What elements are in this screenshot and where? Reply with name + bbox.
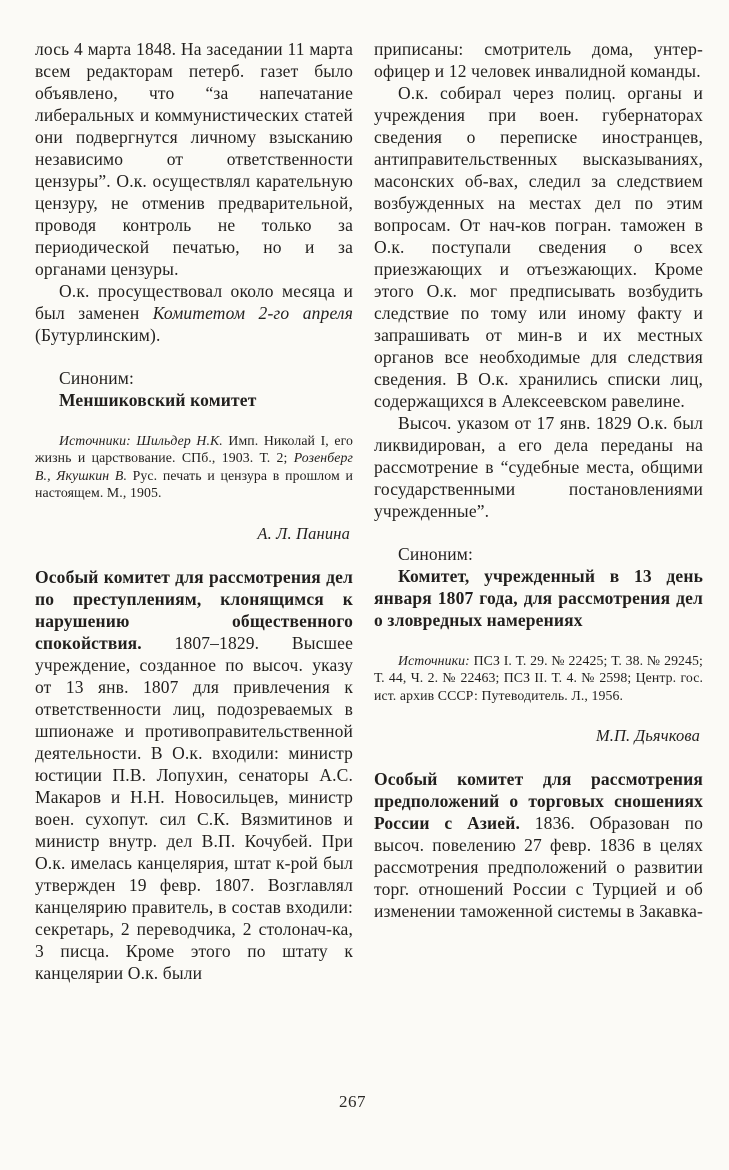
- entry-body: [374, 412, 703, 522]
- text-run: Особый комитет для рассмотрения дел по преступлениям, клонящимся к нарушению общественного спокойствия.: [35, 566, 353, 653]
- entry-body: [374, 82, 703, 412]
- synonym-title: [35, 389, 353, 411]
- entry-body-continuation: [35, 38, 353, 280]
- text-run: О.к. просуществовал около месяца и был заменен: [35, 281, 353, 323]
- sources-paragraph: [35, 432, 353, 502]
- text-run: Источники: Шильдер Н.К.: [59, 433, 223, 448]
- text-run: Синоним:: [59, 368, 135, 388]
- text-run: Синоним:: [398, 544, 474, 564]
- text-run: (Бутурлинским).: [35, 325, 161, 345]
- text-run: Комитетом 2-го апреля: [152, 303, 353, 323]
- entry-body: [35, 280, 353, 346]
- author-signature: [35, 523, 353, 545]
- text-run: 1836. Образован по высоч. повелению 27 февр. 1836 в целях рассмотрения предположений о развитии торг. отношений России с Турцией и об изменении таможенной системы в Закавка-: [374, 813, 703, 922]
- synonym-title: [374, 565, 703, 631]
- text-run: Розенберг В., Якушкин В.: [35, 450, 353, 483]
- text-run: Имп. Николай I, его жизнь и царствование. СПб., 1903. Т. 2;: [35, 433, 353, 466]
- author-signature: [374, 725, 703, 747]
- text-run: Комитет, учрежденный в 13 день января 1807 года, для рассмотрения дел о зловредных намерениях: [374, 566, 703, 630]
- entry-start: [35, 566, 353, 984]
- right-column: [374, 38, 703, 1073]
- text-run: Меншиковский комитет: [59, 390, 257, 410]
- text-run: ПСЗ I. Т. 29. № 22425; Т. 38. № 29245; Т. 44, Ч. 2. № 22463; ПСЗ II. Т. 4. № 2598; Центр. гос. ист. архив СССР: Путеводитель. Л., 1956.: [374, 653, 703, 703]
- text-run: М.П. Дьячкова: [595, 726, 700, 746]
- entry-start: [374, 768, 703, 922]
- text-run: Рус. печать и цензура в прошлом и настоящем. М., 1905.: [35, 467, 353, 501]
- text-run: Высоч. указом от 17 янв. 1829 О.к. был ликвидирован, а его дела переданы на рассмотрение в “судебные места, общими государственными постановлениями учрежденные”.: [374, 413, 703, 521]
- text-columns: [35, 38, 703, 1073]
- text-run: О.к. собирал через полиц. органы и учреждения при воен. губернаторах сведения о переписке иностранцев, антиправительственных высказываниях, масонских об-вах, следил за следствием возбужденных на местах дел по этим вопросам. От нач-ков погран. таможен в О.к. поступали сведения о всех приезжающих и отъезжающих. Кроме этого О.к. мог предписывать возбудить следствие по тому или иному факту и запрашивать от мин-в и их местных органов все необходимые для следствия сведения. В О.к. хранились списки лиц, содержащихся в Алексеевском равелине.: [374, 83, 703, 411]
- page-number: 267: [339, 1092, 366, 1111]
- text-run: лось 4 марта 1848. На заседании 11 марта всем редакторам петерб. газет было объявлено, что “за напечатание либеральных и коммунистических статей они подвергнутся личному взысканию независимо от ответственности цензуры”. О.к. осуществлял карательную цензуру, не отменив предварительной, проводя контроль не только за периодической печатью, но и за органами цензуры.: [35, 39, 353, 279]
- text-run: 1807–1829. Высшее учреждение, созданное по высоч. указу от 13 янв. 1807 для привлечения к ответственности лиц, подозреваемых в шпионаже и противоправительственной деятельности. В О.к. входили: министр юстиции П.В. Лопухин, сенаторы А.С. Макаров и Н.Н. Новосильцев, министр воен. сухопут. сил С.К. Вязмитинов и министр внутр. дел В.П. Кочубей. При О.к. имелась канцелярия, штат к-рой был утвержден 19 февр. 1807. Возглавлял канцелярию правитель, в состав входили: секретарь, 2 переводчика, 2 столонач-ка, 3 писца. Кроме этого по штату к канцелярии О.к. были: [35, 632, 353, 983]
- sources-paragraph: [374, 652, 703, 704]
- text-run: приписаны: смотритель дома, унтер-офицер и 12 человек инвалидной команды.: [374, 39, 703, 81]
- text-run: А. Л. Панина: [257, 523, 350, 543]
- text-run: Источники:: [398, 653, 470, 668]
- synonym-label: [35, 367, 353, 389]
- entry-body-continuation: [374, 38, 703, 82]
- synonym-label: [374, 543, 703, 565]
- text-run: Особый комитет для рассмотрения предположений о торговых сношениях России с Азией.: [374, 769, 703, 834]
- left-column: [35, 38, 353, 1073]
